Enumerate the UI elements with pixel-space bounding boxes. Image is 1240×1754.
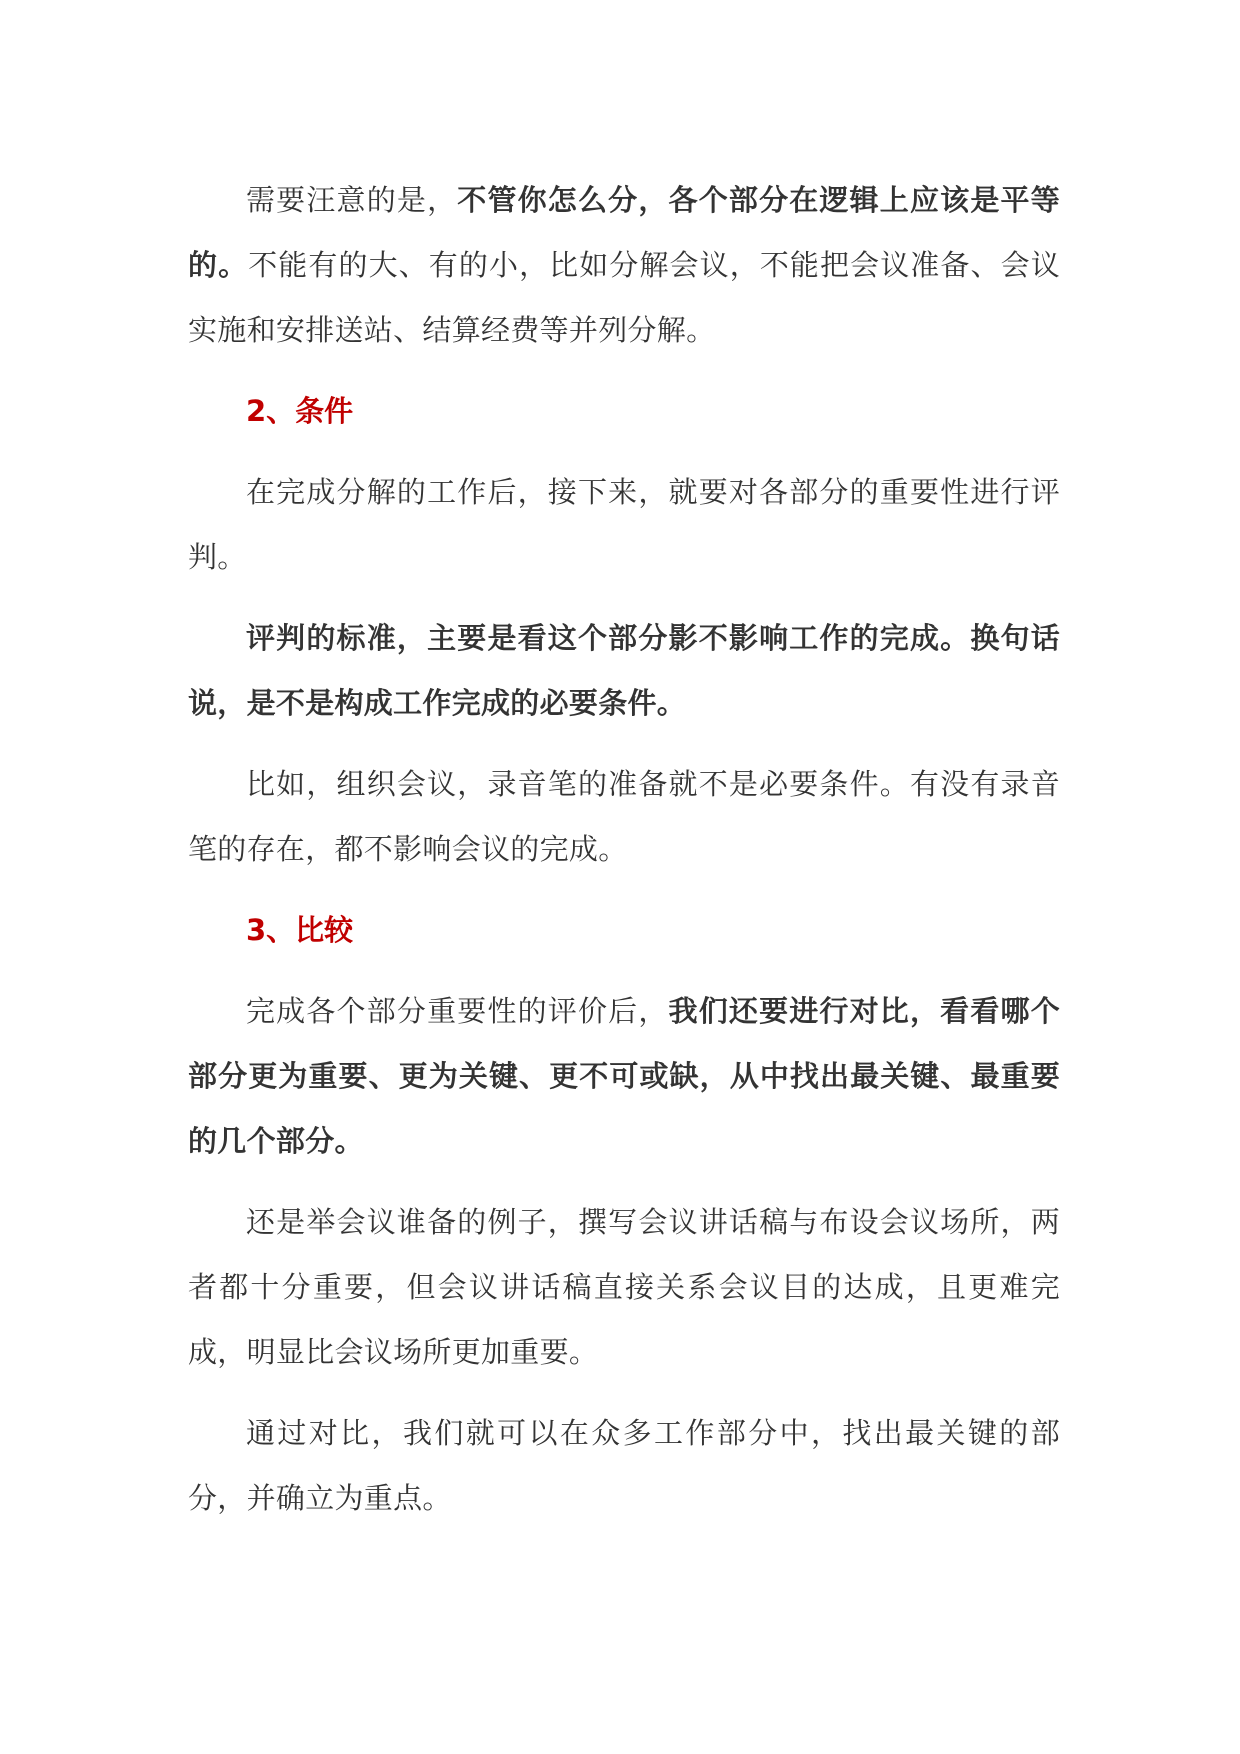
document-page xyxy=(188,168,1060,1531)
section-heading-conditions: 2、条件 xyxy=(246,394,354,428)
paragraph-recorder-example: 比如，组织会议，录音笔的准备就不是必要条件。有没有录音笔的存在，都不影响会议的完成。 xyxy=(188,767,1060,866)
paragraph-evaluate: 在完成分解的工作后，接下来，就要对各部分的重要性进行评判。 xyxy=(188,475,1060,574)
paragraph-text: 需要汪意的是， xyxy=(246,183,458,217)
bold-emphasis: 我们还要进行对比，看看哪个部分更为重要、更为关键、更不可或缺，从中找出最关键、最重要的几个部分。 xyxy=(188,994,1060,1158)
bold-emphasis: 不管你怎么分，各个部分在逻辑上应该是平等的。 xyxy=(188,183,1060,282)
paragraph-meeting-example: 还是举会议谁备的例子，撰写会议讲话稿与布设会议场所，两者都十分重要，但会议讲话稿直接关系会议目的达成，且更难完成，明显比会议场所更加重要。 xyxy=(188,1205,1060,1369)
paragraph-criteria xyxy=(188,606,1060,736)
paragraph-equal-parts xyxy=(188,168,1060,363)
paragraph-compare xyxy=(188,979,1060,1174)
paragraph-conclusion: 通过对比，我们就可以在众多工作部分中，找出最关键的部分，并确立为重点。 xyxy=(188,1416,1060,1515)
paragraph-text: 不能有的大、有的小，比如分解会议，不能把会议准备、会议实施和安排送站、结算经费等并列分解。 xyxy=(188,248,1060,347)
paragraph-text: 完成各个部分重要性的评价后， xyxy=(246,994,669,1028)
bold-emphasis: 评判的标准，主要是看这个部分影不影响工作的完成。换句话说，是不是构成工作完成的必要条件。 xyxy=(188,621,1060,720)
section-heading-compare: 3、比较 xyxy=(246,913,354,947)
